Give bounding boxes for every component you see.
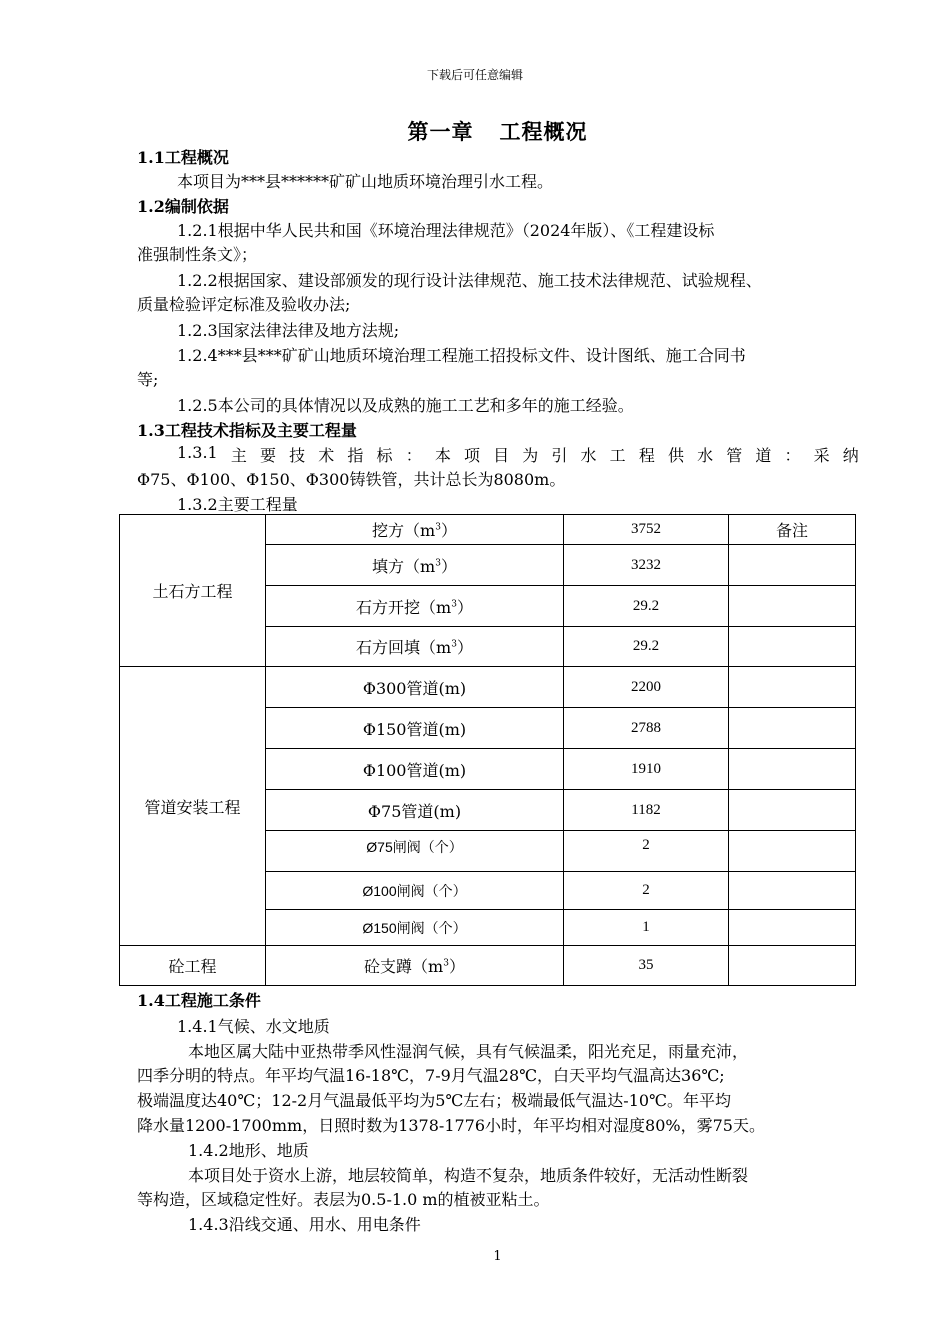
remark-cell — [729, 831, 856, 872]
page-header: 下载后可任意编辑 — [426, 68, 523, 82]
paragraph-climate-line4: 降水量1200-1700mm，日照时数为1378-1776小时，年平均相对湿度80%，雾75天。 — [137, 1116, 765, 1135]
paragraph-1-2-4-line1: 1.2.4***县***矿矿山地质环境治理工程施工招投标文件、设计图纸、施工合同书 — [177, 346, 746, 365]
paragraph-1-3-1-line1: 1.3.1 主 要 技 术 指 标 ： 本 项 目 为 引 水 工 程 供 水 管 道 ： 采 纳 — [177, 443, 859, 465]
remark-cell — [729, 946, 856, 986]
value-cell: 1 — [564, 910, 729, 946]
value-cell: 35 — [564, 946, 729, 986]
section-heading-1-2: 1.2编制依据 — [137, 197, 229, 216]
subheading-1-4-2: 1.4.2地形、地质 — [188, 1141, 309, 1160]
section-heading-1-3: 1.3工程技术指标及主要工程量 — [137, 421, 357, 440]
item-cell: Ø150闸阀（个） — [266, 910, 564, 946]
value-cell: 2788 — [564, 708, 729, 749]
section-heading-1-4: 1.4工程施工条件 — [137, 991, 261, 1010]
subheading-1-4-1: 1.4.1气候、水文地质 — [177, 1017, 330, 1036]
paragraph-1-3-1-line2: Φ75、Φ100、Φ150、Φ300铸铁管，共计总长为8080m。 — [137, 470, 566, 489]
value-cell: 2 — [564, 872, 729, 910]
paragraph-1-2-3: 1.2.3国家法律法律及地方法规; — [177, 321, 400, 340]
table-row — [120, 667, 856, 708]
table-row — [120, 946, 856, 986]
paragraph-1-2-1-line1: 1.2.1根据中华人民共和国《环境治理法律规范》（2024年版）、《工程建设标 — [177, 221, 715, 240]
paragraph-1-2-1-line2: 准强制性条文》； — [137, 245, 258, 264]
value-cell: 2 — [564, 831, 729, 872]
item-cell: Ø75闸阀（个） — [266, 831, 564, 872]
item-cell: Φ75管道(m) — [266, 790, 564, 831]
remark-header: 备注 — [729, 515, 856, 545]
remark-cell — [729, 627, 856, 667]
chapter-name: 工程概况 — [499, 119, 588, 144]
value-cell: 29.2 — [564, 586, 729, 627]
remark-cell — [729, 708, 856, 749]
value-cell: 29.2 — [564, 627, 729, 667]
paragraph-climate-line2: 四季分明的特点。年平均气温16-18℃，7-9月气温28℃，白天平均气温高达36℃; — [137, 1066, 725, 1085]
remark-cell — [729, 586, 856, 627]
value-cell: 3232 — [564, 545, 729, 586]
paragraph-climate-line3: 极端温度达40℃；12-2月气温最低平均为5℃左右；极端最低气温达-10℃。年平均 — [137, 1091, 731, 1110]
paragraph-1-1: 本项目为***县******矿矿山地质环境治理引水工程。 — [177, 172, 554, 191]
item-cell: 石方回填$(m^3)$ — [266, 627, 564, 667]
item-cell: 填方$(m^3)$ — [266, 545, 564, 586]
paragraph-1-2-5: 1.2.5本公司的具体情况以及成熟的施工工艺和多年的施工经验。 — [177, 396, 634, 415]
quantity-table — [119, 514, 856, 986]
paragraph-climate-line1: 本地区属大陆中亚热带季风性湿润气候，具有气候温柔，阳光充足，雨量充沛， — [188, 1042, 749, 1061]
remark-cell — [729, 545, 856, 586]
remark-cell — [729, 910, 856, 946]
page-number: 1 — [493, 1249, 502, 1264]
value-cell: 2200 — [564, 667, 729, 708]
group-pipe-installation: 管道安装工程 — [120, 667, 266, 946]
section-heading-1-1: 1.1工程概况 — [137, 148, 229, 167]
paragraph-1-3-2: 1.3.2主要工程量 — [177, 495, 298, 514]
remark-cell — [729, 872, 856, 910]
paragraph-terrain-line2: 等构造，区域稳定性好。表层为0.5-1.0 m的植被亚粘土。 — [137, 1190, 550, 1209]
item-cell: Ø100闸阀（个） — [266, 872, 564, 910]
value-cell: 1910 — [564, 749, 729, 790]
value-cell: 3752 — [564, 515, 729, 545]
paragraph-1-2-2-line1: 1.2.2根据国家、建设部颁发的现行设计法律规范、施工技术法律规范、试验规程、 — [177, 271, 762, 290]
group-earthwork: 土石方工程 — [120, 515, 266, 667]
chapter-title — [0, 116, 950, 146]
item-cell: 挖方$(m^3)$ — [266, 515, 564, 545]
item-cell: Φ300管道(m) — [266, 667, 564, 708]
paragraph-1-2-4-line2: 等; — [137, 370, 159, 389]
paragraph-terrain-line1: 本项目处于资水上游，地层较简单，构造不复杂，地质条件较好，无活动性断裂 — [188, 1166, 749, 1185]
group-concrete: 砼工程 — [120, 946, 266, 986]
paragraph-1-2-2-line2: 质量检验评定标准及验收办法; — [137, 295, 351, 314]
remark-cell — [729, 790, 856, 831]
remark-cell — [729, 749, 856, 790]
item-cell: 砼支蹲$(m^3)$ — [266, 946, 564, 986]
item-cell: 石方开挖$(m^3)$ — [266, 586, 564, 627]
value-cell: 1182 — [564, 790, 729, 831]
item-cell: Φ100管道(m) — [266, 749, 564, 790]
table-row — [120, 515, 856, 545]
remark-cell — [729, 667, 856, 708]
subheading-1-4-3: 1.4.3沿线交通、用水、用电条件 — [188, 1215, 421, 1234]
chapter-number: 第一章 — [407, 119, 474, 144]
item-cell: Φ150管道(m) — [266, 708, 564, 749]
